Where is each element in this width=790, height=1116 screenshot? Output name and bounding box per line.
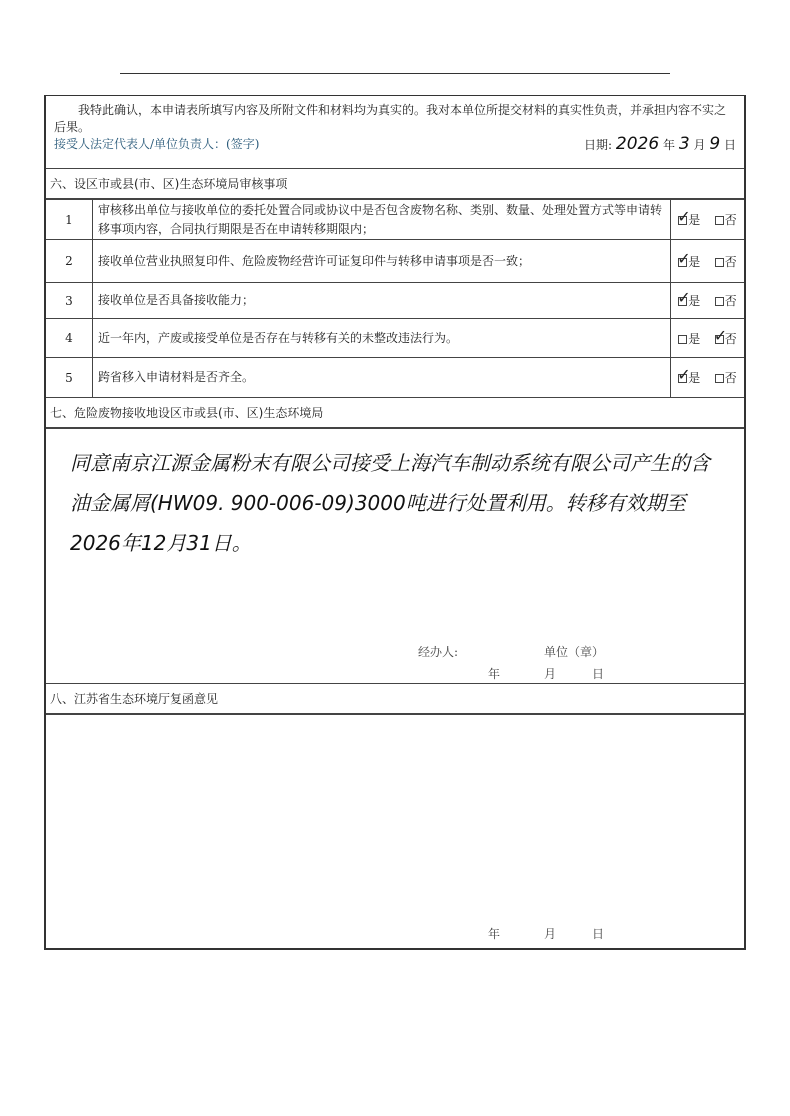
no-label: 否 — [724, 371, 737, 385]
yes-label: 是 — [688, 371, 701, 385]
date-day: 9 — [709, 134, 721, 154]
no-option[interactable] — [715, 330, 737, 347]
yes-checkbox[interactable] — [678, 258, 687, 267]
item-text: 审核移出单位与接收单位的委托处置合同或协议中是否包含废物名称、类别、数量、处理处置方式等申请转移事项内容，合同执行期限是否在申请转移期限内； — [93, 200, 671, 239]
yes-no-options — [671, 283, 744, 318]
yes-label: 是 — [688, 213, 701, 227]
no-checkbox[interactable] — [715, 335, 724, 344]
confirmation-block — [46, 96, 744, 169]
item-text: 近一年内，产废或接受单位是否存在与转移有关的未整改违法行为。 — [93, 319, 671, 357]
month-label: 月 — [544, 927, 557, 941]
item-number: 5 — [46, 358, 93, 397]
month-label: 月 — [544, 667, 557, 681]
review-item — [46, 358, 744, 398]
item-text: 接收单位营业执照复印件、危险废物经营许可证复印件与转移申请事项是否一致； — [93, 240, 671, 282]
yes-label: 是 — [688, 254, 701, 269]
no-checkbox[interactable] — [715, 297, 724, 306]
form-table — [44, 95, 746, 950]
yes-no-options — [671, 200, 744, 239]
yes-checkbox[interactable] — [678, 297, 687, 306]
review-item — [46, 319, 744, 358]
no-label: 否 — [724, 213, 737, 227]
item-number: 4 — [46, 319, 93, 357]
month-unit: 月 — [693, 138, 706, 152]
yes-option[interactable] — [678, 211, 700, 228]
item-text: 跨省移入申请材料是否齐全。 — [93, 358, 671, 397]
no-label: 否 — [724, 331, 737, 346]
item-number: 3 — [46, 283, 93, 318]
yes-no-options — [671, 319, 744, 357]
confirmation-date — [584, 136, 736, 154]
yes-label: 是 — [688, 331, 701, 346]
year-label: 年 — [488, 667, 501, 681]
yes-checkbox[interactable] — [678, 374, 687, 383]
item-number: 1 — [46, 200, 93, 239]
section8-reply-block — [46, 715, 744, 948]
confirmation-statement: 我特此确认，本申请表所填写内容及所附文件和材料均为真实的。我对本单位所提交材料的真实性负责，并承担内容不实之后果。 — [54, 103, 727, 134]
yes-option[interactable] — [678, 292, 700, 309]
yes-label: 是 — [688, 294, 701, 308]
yes-no-options — [671, 240, 744, 282]
section6-title: 六、设区市或县(市、区)生态环境局审核事项 — [46, 169, 744, 200]
day-unit: 日 — [723, 138, 736, 152]
yes-option[interactable] — [678, 369, 700, 386]
handwritten-opinion: 同意南京江源金属粉末有限公司接受上海汽车制动系统有限公司产生的含油金属屑(HW09. 900-006-09)3000吨进行处置利用。转移有效期至2026年12月31日。 — [70, 451, 710, 555]
review-item — [46, 283, 744, 319]
handler-label: 经办人: — [418, 645, 459, 659]
unit-seal-label: 单位（章） — [544, 645, 605, 659]
section7-opinion-block — [46, 429, 744, 684]
no-option[interactable] — [715, 292, 737, 309]
section7-title: 七、危险废物接收地设区市或县(市、区)生态环境局 — [46, 398, 744, 429]
no-label: 否 — [724, 254, 737, 269]
item-text: 接收单位是否具备接收能力； — [93, 283, 671, 318]
no-option[interactable] — [715, 369, 737, 386]
signature-label: 接受人法定代表人/单位负责人：(签字) — [54, 137, 260, 151]
no-label: 否 — [724, 294, 737, 308]
top-rule — [120, 73, 670, 74]
date-label: 日期: — [584, 138, 613, 152]
no-checkbox[interactable] — [715, 216, 724, 225]
item-number: 2 — [46, 240, 93, 282]
year-unit: 年 — [662, 138, 675, 152]
no-checkbox[interactable] — [715, 374, 724, 383]
year-label: 年 — [488, 927, 501, 941]
no-option[interactable] — [715, 253, 737, 270]
no-option[interactable] — [715, 211, 737, 228]
no-checkbox[interactable] — [715, 258, 724, 267]
date-month: 3 — [678, 134, 690, 154]
yes-option[interactable] — [678, 253, 700, 270]
day-label: 日 — [592, 667, 605, 681]
yes-no-options — [671, 358, 744, 397]
review-item — [46, 240, 744, 283]
date-year: 2026 — [615, 134, 660, 154]
section8-title: 八、江苏省生态环境厅复函意见 — [46, 684, 744, 715]
yes-checkbox[interactable] — [678, 335, 687, 344]
day-label: 日 — [592, 927, 605, 941]
yes-option[interactable] — [678, 330, 700, 347]
review-item — [46, 200, 744, 240]
yes-checkbox[interactable] — [678, 216, 687, 225]
